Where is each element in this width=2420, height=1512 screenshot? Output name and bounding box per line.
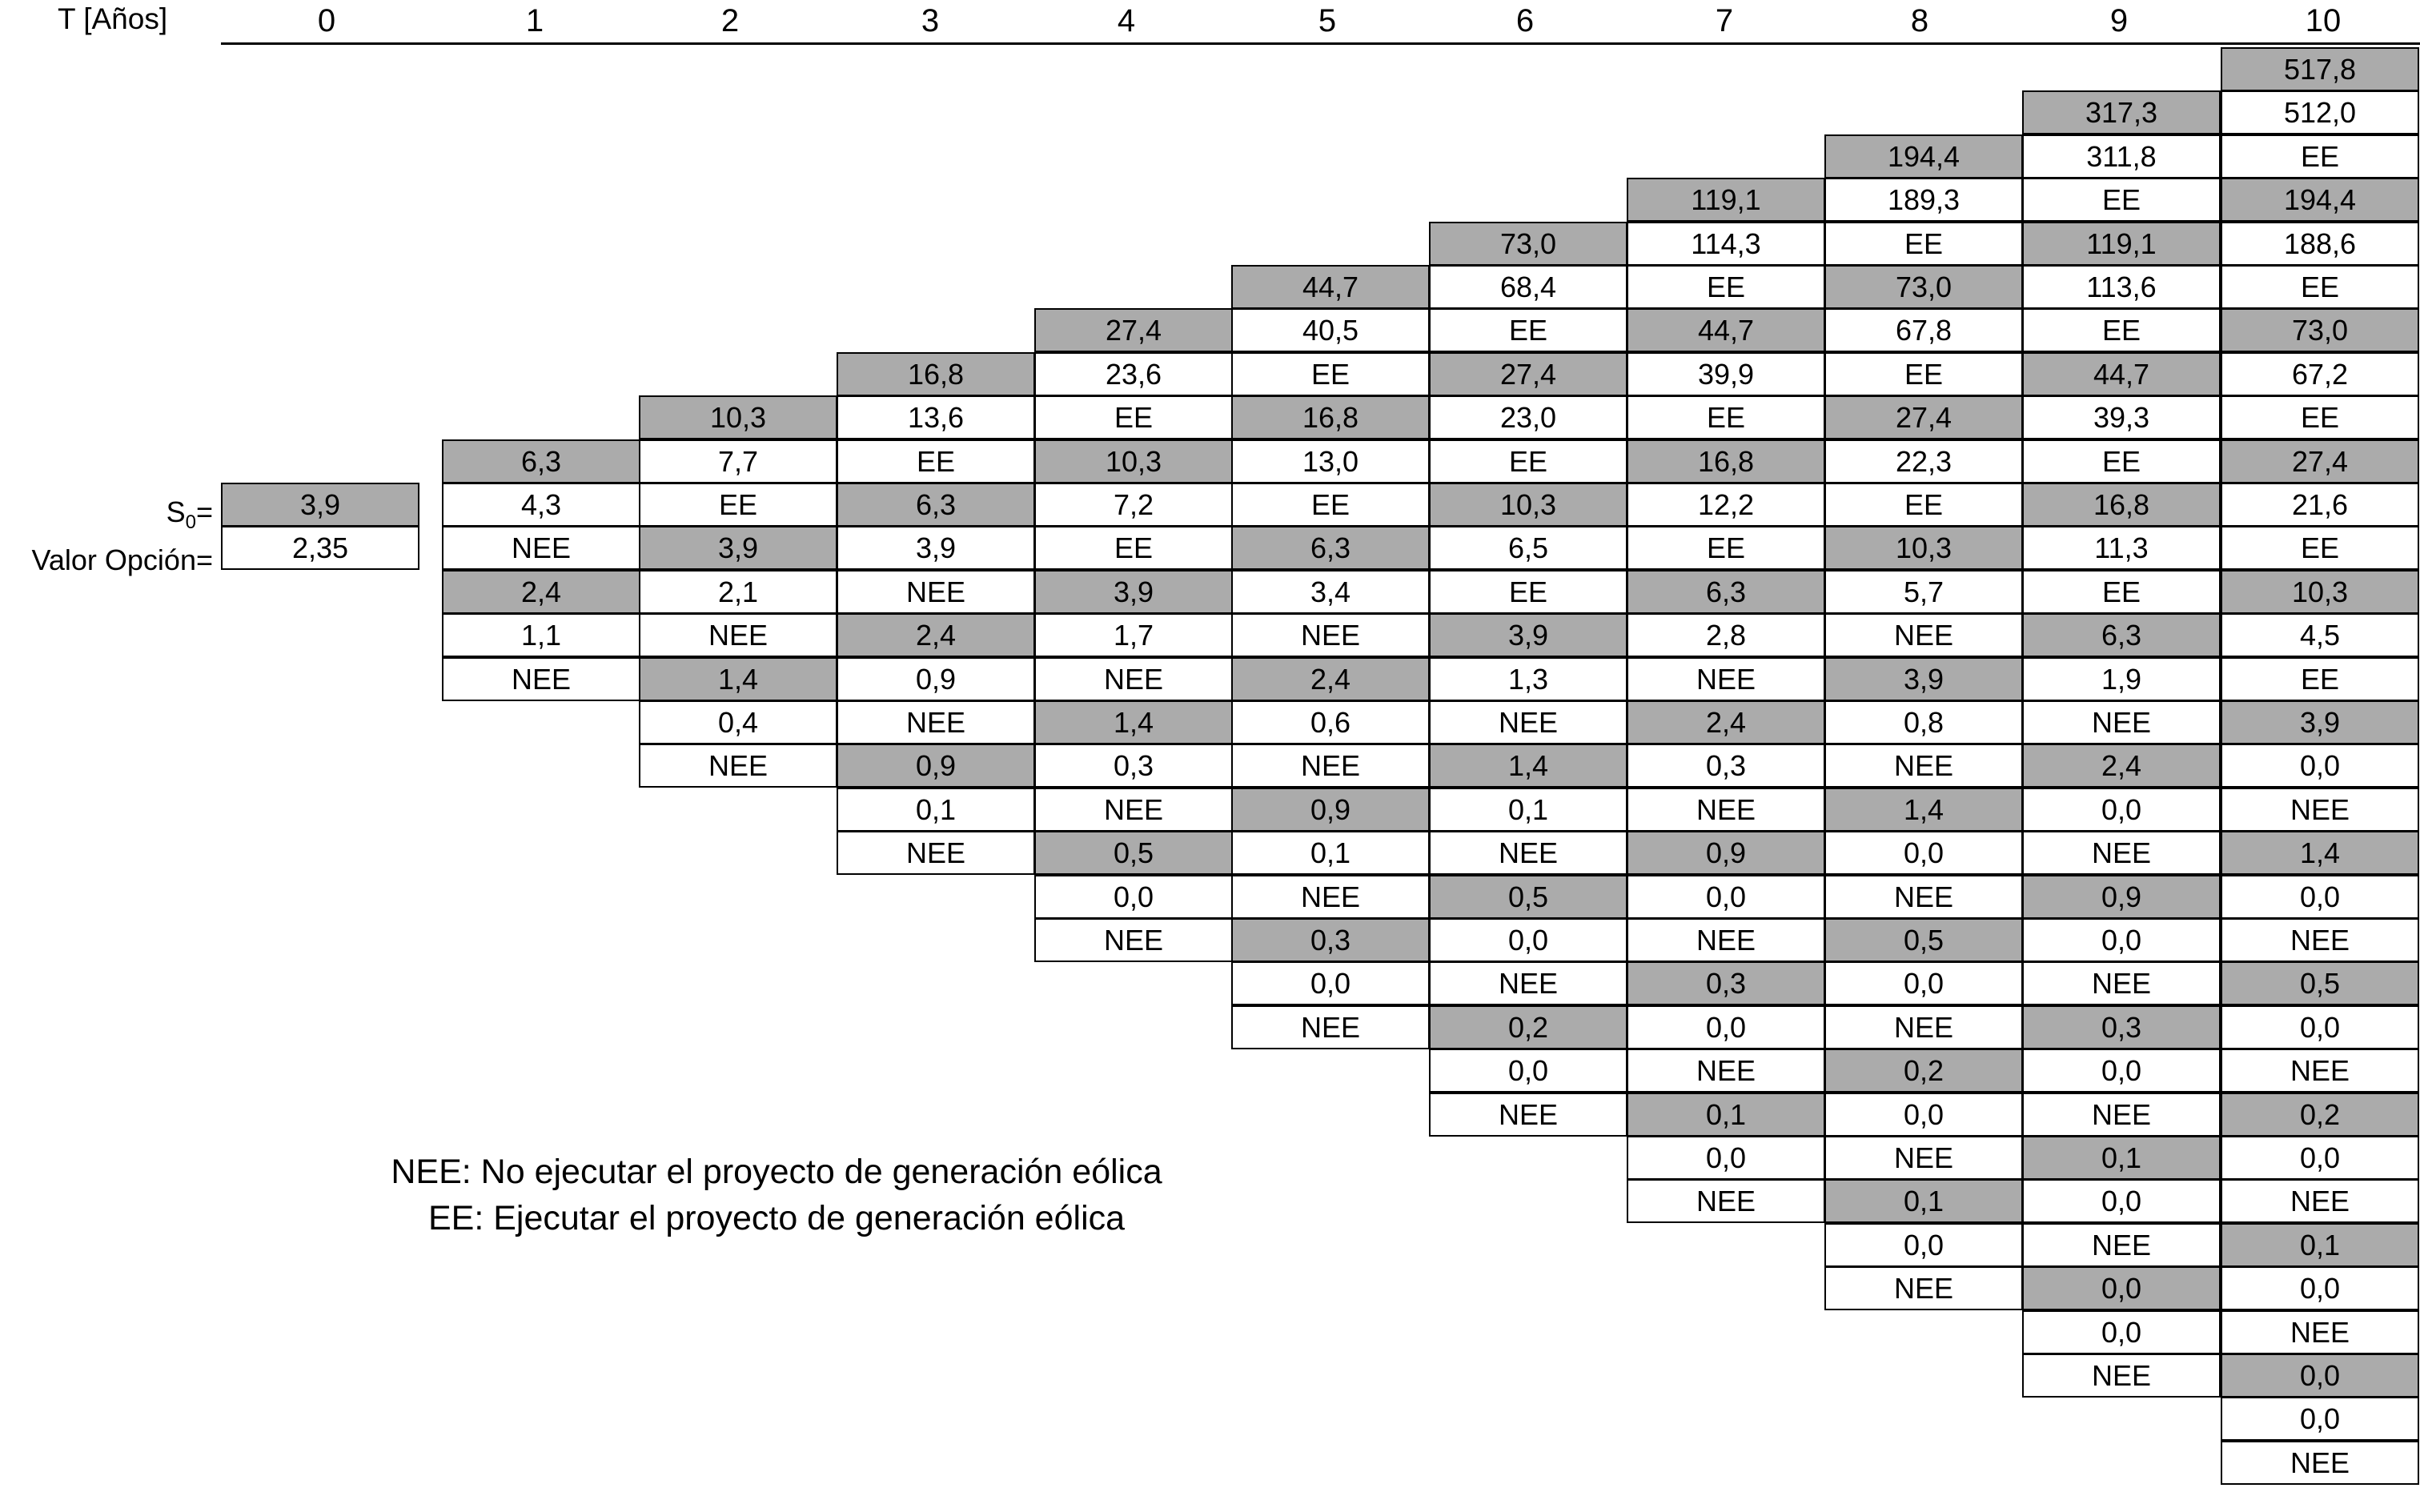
node-option-cell: NEE — [1429, 831, 1627, 875]
period-header-7: 7 — [1715, 3, 1734, 38]
period-header-9: 9 — [2109, 3, 2129, 38]
node-option-cell: 67,8 — [1824, 308, 2023, 352]
node-underlying-value: 3,9 — [1429, 613, 1627, 657]
node-option-cell: NEE — [2022, 1223, 2221, 1267]
node-option-cell: 0,1 — [1231, 831, 1430, 875]
node-option-cell: 0,0 — [2221, 1005, 2419, 1049]
node-option-cell: EE — [639, 483, 837, 527]
node-option-cell: NEE — [2221, 1049, 2419, 1093]
node-option-cell: 0,0 — [2221, 744, 2419, 788]
node-underlying-value: 27,4 — [1429, 352, 1627, 396]
node-option-cell: EE — [1034, 526, 1233, 570]
node-option-cell: 3,9 — [837, 526, 1035, 570]
node-underlying-value: 1,4 — [1429, 744, 1627, 788]
node-option-cell: NEE — [1231, 875, 1430, 919]
node-option-cell: NEE — [1034, 657, 1233, 701]
node-option-cell: EE — [1231, 483, 1430, 527]
node-option-cell: 0,0 — [2221, 1266, 2419, 1310]
legend-nee: NEE: No ejecutar el proyecto de generación eólica — [391, 1153, 1162, 1191]
node-underlying-value: 0,3 — [1231, 918, 1430, 962]
node-option-cell: 1,1 — [442, 613, 640, 657]
node-option-cell: 0,1 — [837, 788, 1035, 832]
node-option-cell: EE — [1627, 265, 1825, 309]
node-option-cell: EE — [2022, 178, 2221, 222]
node-option-cell: 6,5 — [1429, 526, 1627, 570]
node-underlying-value: 10,3 — [639, 395, 837, 439]
node-option-cell: 0,6 — [1231, 700, 1430, 744]
node-option-cell: EE — [2221, 526, 2419, 570]
node-option-cell: EE — [1231, 352, 1430, 396]
node-underlying-value: 119,1 — [2022, 222, 2221, 266]
node-underlying-value: 517,8 — [2221, 47, 2419, 91]
node-option-cell: NEE — [1627, 657, 1825, 701]
node-underlying-value: 1,4 — [639, 657, 837, 701]
node-option-cell: 311,8 — [2022, 134, 2221, 178]
node-option-cell: NEE — [837, 570, 1035, 614]
legend-ee: EE: Ejecutar el proyecto de generación eólica — [427, 1199, 1126, 1237]
node-option-cell: EE — [2221, 265, 2419, 309]
period-header-2: 2 — [720, 3, 740, 38]
node-underlying-value: 0,1 — [2022, 1136, 2221, 1180]
node-option-cell: 113,6 — [2022, 265, 2221, 309]
node-option-cell: NEE — [2022, 961, 2221, 1005]
node-option-cell: NEE — [1824, 875, 2023, 919]
node-underlying-value: 194,4 — [2221, 178, 2419, 222]
node-option-cell: 67,2 — [2221, 352, 2419, 396]
node-option-cell: NEE — [2221, 1441, 2419, 1485]
node-option-cell: NEE — [1231, 613, 1430, 657]
node-option-cell: 0,0 — [2022, 1049, 2221, 1093]
node-option-cell: EE — [1824, 222, 2023, 266]
node-underlying-value: 44,7 — [1231, 265, 1430, 309]
node-underlying-value: 10,3 — [1429, 483, 1627, 527]
node-option-cell: NEE — [1824, 613, 2023, 657]
period-header-10: 10 — [2305, 3, 2342, 38]
node-underlying-value: 0,0 — [2221, 1354, 2419, 1398]
node-option-cell: 0,0 — [1429, 918, 1627, 962]
node-option-cell: 0,0 — [1824, 1223, 2023, 1267]
node-option-cell: NEE — [2221, 788, 2419, 832]
node-option-cell: NEE — [837, 700, 1035, 744]
node-option-cell: NEE — [1627, 788, 1825, 832]
node-option-cell: 68,4 — [1429, 265, 1627, 309]
node-underlying-value: 1,4 — [1824, 788, 2023, 832]
node-option-cell: 0,0 — [1231, 961, 1430, 1005]
node-option-cell: NEE — [1824, 1266, 2023, 1310]
node-option-cell: NEE — [1034, 788, 1233, 832]
node-underlying-value: 0,5 — [2221, 961, 2419, 1005]
node-option-cell: 22,3 — [1824, 439, 2023, 483]
node-option-cell: 4,3 — [442, 483, 640, 527]
s0-label: $S_0=$ — [166, 495, 213, 534]
node-underlying-value: 6,3 — [1231, 526, 1430, 570]
node-option-cell: 7,2 — [1034, 483, 1233, 527]
node-option-cell: 0,0 — [1034, 875, 1233, 919]
node-option-cell: 5,7 — [1824, 570, 2023, 614]
node-option-cell: NEE — [1231, 744, 1430, 788]
node-underlying-value: 3,9 — [221, 483, 419, 527]
node-option-cell: 114,3 — [1627, 222, 1825, 266]
node-option-cell: NEE — [2022, 831, 2221, 875]
node-underlying-value: 10,3 — [1034, 439, 1233, 483]
node-option-cell: 23,0 — [1429, 395, 1627, 439]
node-option-cell: 0,8 — [1824, 700, 2023, 744]
node-option-cell: NEE — [2022, 1093, 2221, 1137]
node-option-cell: 0,0 — [1824, 1093, 2023, 1137]
node-underlying-value: 2,4 — [2022, 744, 2221, 788]
period-header-0: 0 — [317, 3, 336, 38]
node-underlying-value: 0,9 — [837, 744, 1035, 788]
node-option-cell: EE — [1429, 570, 1627, 614]
node-option-cell: 23,6 — [1034, 352, 1233, 396]
node-underlying-value: 194,4 — [1824, 134, 2023, 178]
period-header-6: 6 — [1515, 3, 1535, 38]
node-option-cell: 1,9 — [2022, 657, 2221, 701]
node-option-cell: 0,0 — [1429, 1049, 1627, 1093]
node-underlying-value: 0,1 — [2221, 1223, 2419, 1267]
node-option-cell: NEE — [1034, 918, 1233, 962]
node-option-cell: 40,5 — [1231, 308, 1430, 352]
node-option-cell: 0,0 — [1627, 1005, 1825, 1049]
node-option-cell: NEE — [2221, 918, 2419, 962]
node-underlying-value: 0,1 — [1627, 1093, 1825, 1137]
node-underlying-value: 0,9 — [2022, 875, 2221, 919]
node-underlying-value: 317,3 — [2022, 90, 2221, 134]
node-underlying-value: 0,5 — [1824, 918, 2023, 962]
node-option-cell: NEE — [1824, 1005, 2023, 1049]
node-option-cell: 0,0 — [2022, 918, 2221, 962]
node-option-cell: 189,3 — [1824, 178, 2023, 222]
node-option-cell: 39,3 — [2022, 395, 2221, 439]
node-option-cell: 3,4 — [1231, 570, 1430, 614]
node-option-cell: EE — [1034, 395, 1233, 439]
node-option-cell: NEE — [1429, 1093, 1627, 1137]
node-underlying-value: 10,3 — [2221, 570, 2419, 614]
node-underlying-value: 73,0 — [2221, 308, 2419, 352]
node-underlying-value: 6,3 — [1627, 570, 1825, 614]
node-option-cell: EE — [2221, 134, 2419, 178]
node-option-cell: 0,0 — [2022, 1310, 2221, 1354]
node-underlying-value: 1,4 — [2221, 831, 2419, 875]
node-underlying-value: 0,5 — [1429, 875, 1627, 919]
node-underlying-value: 2,4 — [442, 570, 640, 614]
node-option-cell: EE — [1429, 439, 1627, 483]
node-option-cell: EE — [2022, 439, 2221, 483]
node-underlying-value: 44,7 — [2022, 352, 2221, 396]
node-option-cell: NEE — [1627, 1179, 1825, 1223]
node-option-cell: 39,9 — [1627, 352, 1825, 396]
node-option-cell: EE — [1824, 483, 2023, 527]
node-underlying-value: 0,0 — [2022, 1266, 2221, 1310]
node-option-cell: 0,0 — [2221, 1136, 2419, 1180]
node-option-cell: 13,0 — [1231, 439, 1430, 483]
node-option-cell: 0,3 — [1034, 744, 1233, 788]
node-option-cell: 7,7 — [639, 439, 837, 483]
period-header-8: 8 — [1910, 3, 1929, 38]
node-underlying-value: 3,9 — [1824, 657, 2023, 701]
node-option-cell: 0,9 — [837, 657, 1035, 701]
node-underlying-value: 27,4 — [2221, 439, 2419, 483]
node-underlying-value: 6,3 — [837, 483, 1035, 527]
node-option-cell: NEE — [1429, 961, 1627, 1005]
node-underlying-value: 16,8 — [1231, 395, 1430, 439]
node-option-cell: 1,7 — [1034, 613, 1233, 657]
node-option-cell: EE — [2022, 308, 2221, 352]
node-option-cell: 13,6 — [837, 395, 1035, 439]
node-option-cell: NEE — [442, 657, 640, 701]
node-option-cell: 0,0 — [1627, 1136, 1825, 1180]
node-underlying-value: 27,4 — [1824, 395, 2023, 439]
node-option-cell: 11,3 — [2022, 526, 2221, 570]
period-header-5: 5 — [1318, 3, 1337, 38]
node-underlying-value: 119,1 — [1627, 178, 1825, 222]
node-option-cell: 2,1 — [639, 570, 837, 614]
node-option-cell: NEE — [1429, 700, 1627, 744]
node-option-cell: NEE — [1824, 1136, 2023, 1180]
node-underlying-value: 0,5 — [1034, 831, 1233, 875]
node-underlying-value: 16,8 — [837, 352, 1035, 396]
node-option-cell: 2,35 — [221, 526, 419, 570]
node-option-cell: NEE — [1627, 1049, 1825, 1093]
node-option-cell: NEE — [1231, 1005, 1430, 1049]
node-option-cell: 1,3 — [1429, 657, 1627, 701]
node-underlying-value: 73,0 — [1429, 222, 1627, 266]
node-option-cell: EE — [1627, 395, 1825, 439]
node-underlying-value: 73,0 — [1824, 265, 2023, 309]
node-option-cell: 0,0 — [1627, 875, 1825, 919]
node-option-cell: NEE — [442, 526, 640, 570]
node-option-cell: 0,0 — [2221, 875, 2419, 919]
node-option-cell: EE — [2221, 395, 2419, 439]
node-underlying-value: 27,4 — [1034, 308, 1233, 352]
node-underlying-value: 2,4 — [1231, 657, 1430, 701]
node-option-cell: NEE — [1824, 744, 2023, 788]
node-underlying-value: 0,2 — [1429, 1005, 1627, 1049]
node-option-cell: NEE — [639, 613, 837, 657]
node-underlying-value: 0,9 — [1231, 788, 1430, 832]
period-header-4: 4 — [1117, 3, 1136, 38]
node-option-cell: 0,0 — [2221, 1397, 2419, 1441]
node-underlying-value: 0,3 — [1627, 961, 1825, 1005]
node-option-cell: NEE — [1627, 918, 1825, 962]
node-option-cell: 2,8 — [1627, 613, 1825, 657]
node-underlying-value: 44,7 — [1627, 308, 1825, 352]
node-underlying-value: 0,2 — [1824, 1049, 2023, 1093]
node-option-cell: NEE — [2022, 700, 2221, 744]
node-option-cell: NEE — [2221, 1179, 2419, 1223]
node-option-cell: EE — [2022, 570, 2221, 614]
node-option-cell: 0,0 — [1824, 961, 2023, 1005]
node-option-cell: 0,1 — [1429, 788, 1627, 832]
node-underlying-value: 16,8 — [1627, 439, 1825, 483]
node-option-cell: NEE — [2221, 1310, 2419, 1354]
node-underlying-value: 0,3 — [2022, 1005, 2221, 1049]
node-option-cell: EE — [1627, 526, 1825, 570]
node-underlying-value: 2,4 — [1627, 700, 1825, 744]
node-option-cell: 0,0 — [2022, 788, 2221, 832]
node-option-cell: EE — [2221, 657, 2419, 701]
node-option-cell: 4,5 — [2221, 613, 2419, 657]
node-option-cell: EE — [1429, 308, 1627, 352]
period-header-3: 3 — [921, 3, 940, 38]
node-option-cell: 12,2 — [1627, 483, 1825, 527]
node-underlying-value: 0,1 — [1824, 1179, 2023, 1223]
node-underlying-value: 3,9 — [2221, 700, 2419, 744]
node-option-cell: NEE — [837, 831, 1035, 875]
option-value-label: Valor Opción= — [31, 543, 213, 576]
time-axis-label: T [Años] — [58, 2, 168, 35]
node-option-cell: 188,6 — [2221, 222, 2419, 266]
node-option-cell: 0,0 — [2022, 1179, 2221, 1223]
node-underlying-value: 0,9 — [1627, 831, 1825, 875]
node-option-cell: EE — [1824, 352, 2023, 396]
node-underlying-value: 16,8 — [2022, 483, 2221, 527]
node-option-cell: NEE — [639, 744, 837, 788]
node-option-cell: 0,0 — [1824, 831, 2023, 875]
period-header-1: 1 — [525, 3, 544, 38]
node-underlying-value: 3,9 — [1034, 570, 1233, 614]
node-option-cell: EE — [837, 439, 1035, 483]
node-option-cell: 512,0 — [2221, 90, 2419, 134]
node-underlying-value: 6,3 — [2022, 613, 2221, 657]
header-rule — [221, 42, 2420, 45]
node-underlying-value: 6,3 — [442, 439, 640, 483]
node-underlying-value: 2,4 — [837, 613, 1035, 657]
node-underlying-value: 1,4 — [1034, 700, 1233, 744]
node-underlying-value: 10,3 — [1824, 526, 2023, 570]
node-underlying-value: 3,9 — [639, 526, 837, 570]
node-option-cell: 0,4 — [639, 700, 837, 744]
node-option-cell: NEE — [2022, 1354, 2221, 1398]
node-option-cell: 0,3 — [1627, 744, 1825, 788]
node-option-cell: 21,6 — [2221, 483, 2419, 527]
node-underlying-value: 0,2 — [2221, 1093, 2419, 1137]
